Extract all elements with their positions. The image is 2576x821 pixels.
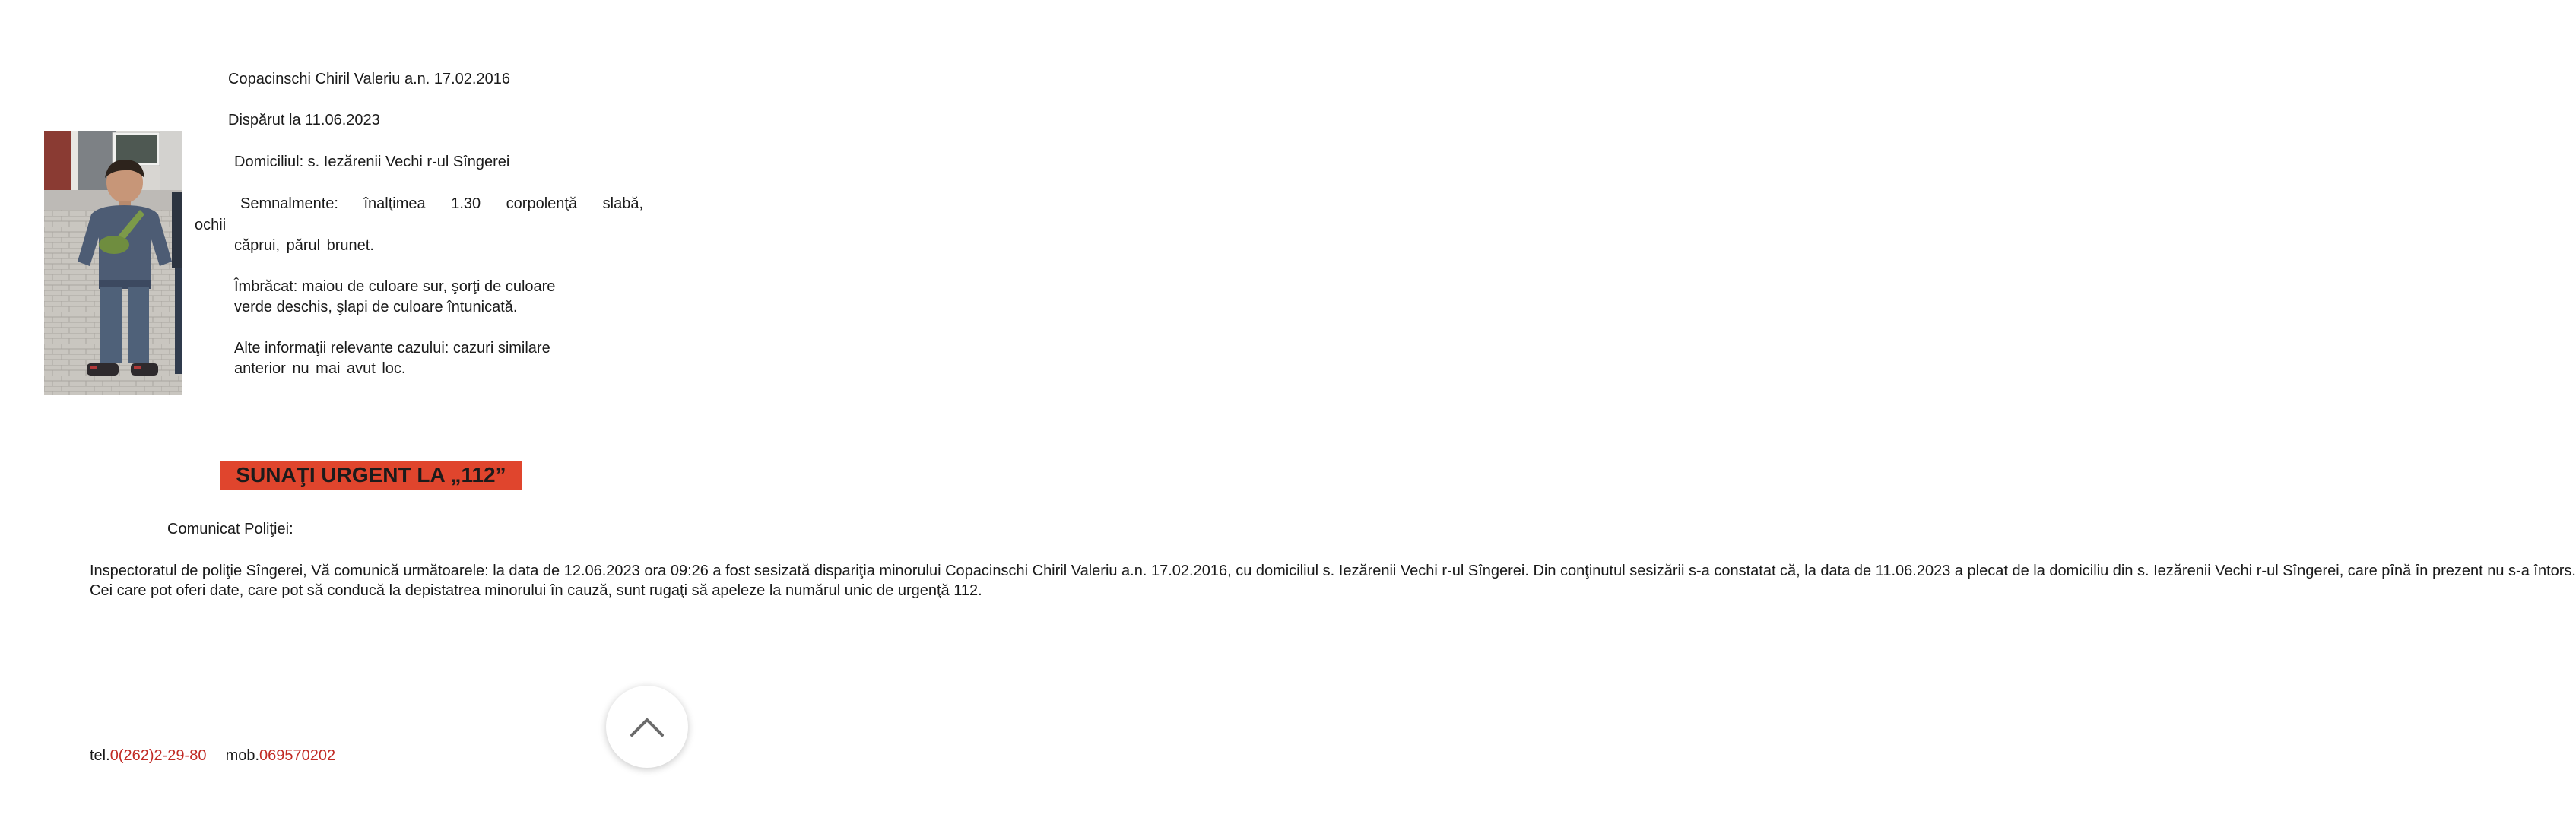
clothing-line-2: verde deschis, şlapi de culoare întunicată. [234,299,518,315]
features-line-1: Semnalmente: înalţimea 1.30 corpolenţă slabă, [240,195,643,212]
mob-number[interactable]: 069570202 [259,747,336,764]
scroll-to-top-button[interactable] [606,686,688,768]
missing-date-line: Dispărut la 11.06.2023 [228,112,380,128]
other-info-line-2: anterior nu mai avut loc. [234,360,406,377]
features-line-2: căprui, părul brunet. [234,237,374,254]
person-name-line: Copacinschi Chiril Valeriu a.n. 17.02.2016 [228,71,510,87]
urgent-call-banner: SUNAŢI URGENT LA „112” [220,461,522,490]
other-info-line-1: Alte informaţii relevante cazului: cazuri similare [234,340,550,357]
communique-body [44,561,2576,601]
chevron-up-icon [630,716,665,737]
mob-label: mob. [225,747,260,764]
features-eyes-word: ochii [195,217,227,233]
communique-paragraph-1: Inspectoratul de poliţie Sîngerei, Vă comunică următoarele: la data de 12.06.2023 ora 09:26 a fost sesizată dispariţia minorului Copacinschi Chiril Valeriu a.n. 17.02.2016, cu domiciliul s. Iezărenii Vechi r-ul Sîngerei. Din conţinutul sesizării s-a constatat că, la data de 11.06.2023 a plecat de la domiciliu din s. Iezărenii Vechi r-ul Sîngerei, care pînă în prezent nu s-a întors. [90,563,2576,579]
tel-label: tel. [90,747,110,764]
communique-paragraph-2: Cei care pot oferi date, care pot să conducă la depistatrea minorului în cauză, sunt rugaţi să apeleze la numărul unic de urgenţă 112. [90,582,982,599]
contacts-line [90,747,335,765]
missing-child-photo [44,131,182,395]
tel-number[interactable]: 0(262)2-29-80 [109,747,207,764]
communique-title: Comunicat Poliţiei: [167,521,293,537]
clothing-line-1: Îmbrăcat: maiou de culoare sur, şorţi de culoare [234,278,556,295]
address-line: Domiciliul: s. Iezărenii Vechi r-ul Sîngerei [234,154,510,170]
